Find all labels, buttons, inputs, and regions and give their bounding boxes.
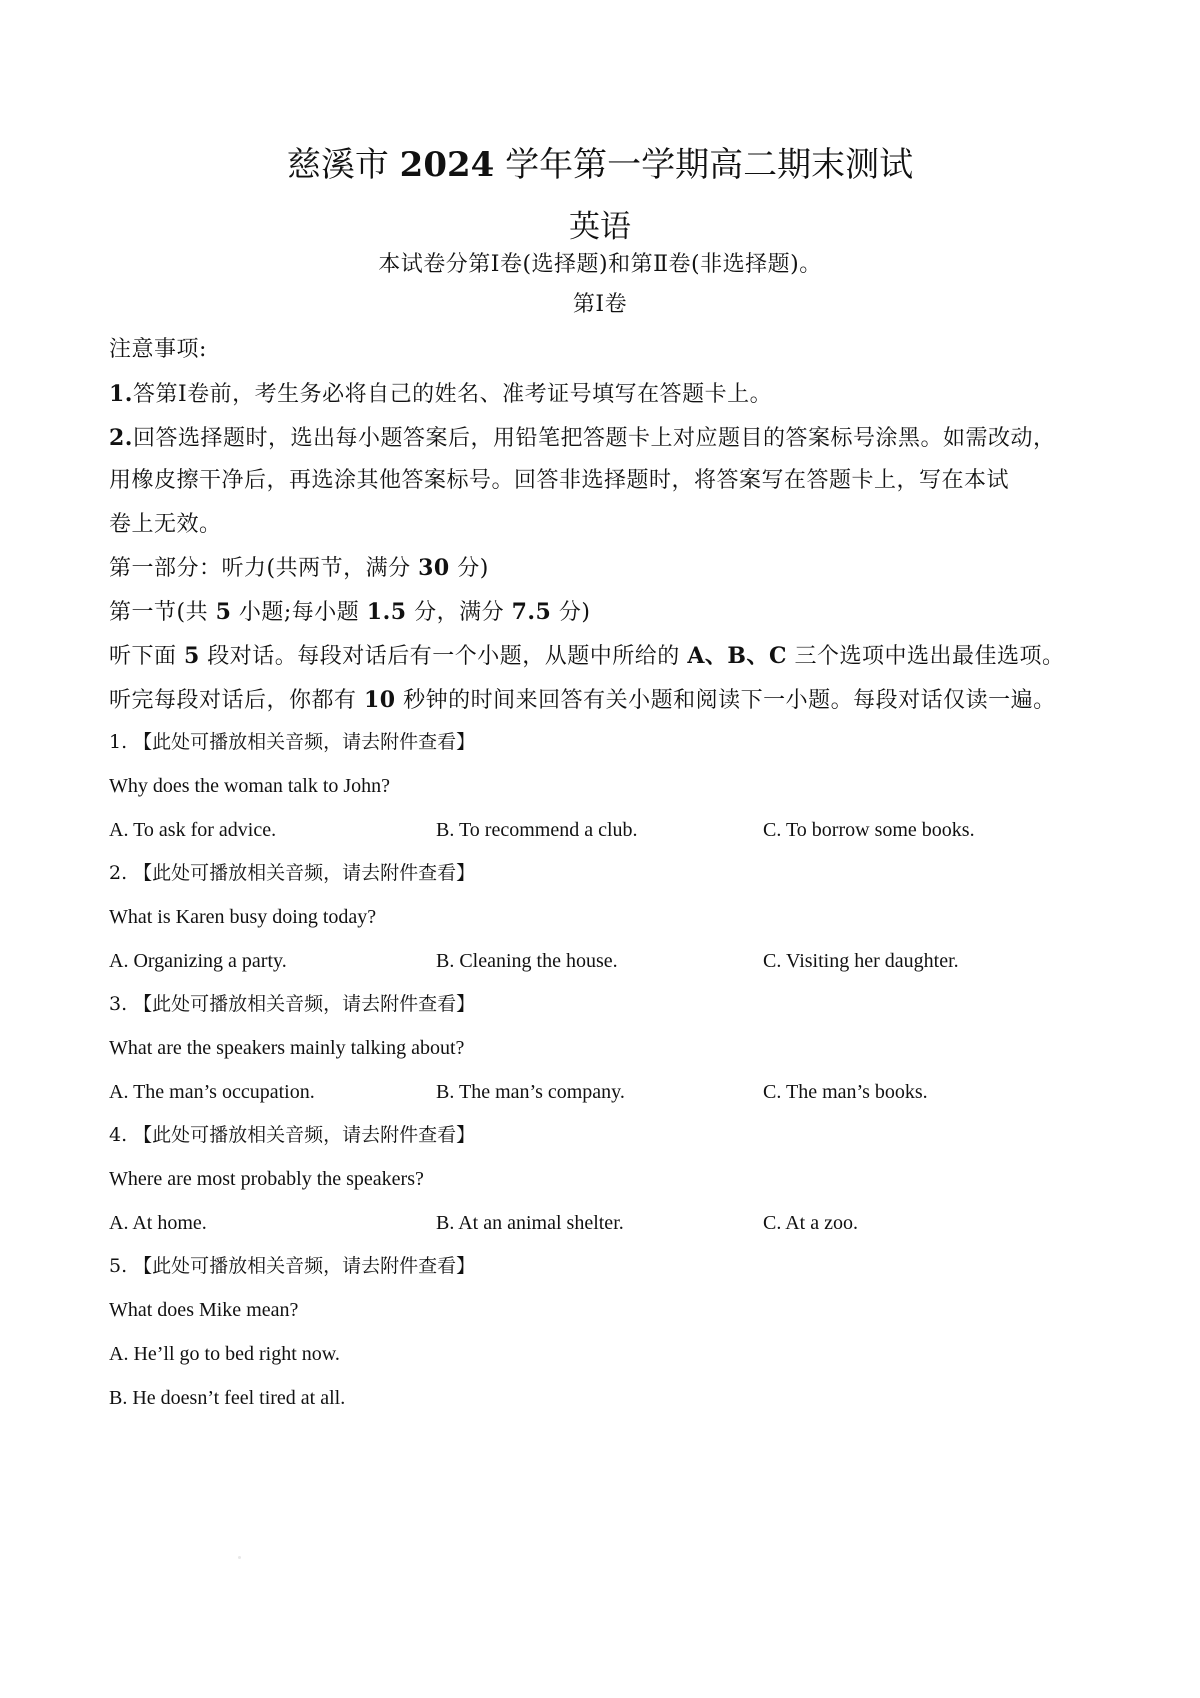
question-2-audio-link[interactable]: 2. 【此处可播放相关音频，请去附件查看】 xyxy=(109,862,476,884)
notice-item-1-text: 答第Ⅰ卷前，考生务必将自己的姓名、准考证号填写在答题卡上。 xyxy=(132,382,773,407)
instructions-text-3: 三个选项中选出最佳选项。 xyxy=(787,644,1065,669)
question-1-audio-link[interactable]: 1. 【此处可播放相关音频，请去附件查看】 xyxy=(109,731,476,753)
part-1-heading-end: 分) xyxy=(449,556,489,581)
section-1-each-score: 1.5 xyxy=(366,599,407,625)
instructions-text-5: 秒钟的时间来回答有关小题和阅读下一小题。每段对话仅读一遍。 xyxy=(395,688,1056,713)
notice-heading: 注意事项: xyxy=(109,337,207,362)
instructions-line-2 xyxy=(109,685,1056,716)
question-5-audio-link[interactable]: 5. 【此处可播放相关音频，请去附件查看】 xyxy=(109,1255,476,1277)
question-2-text: What is Karen busy doing today? xyxy=(109,906,377,928)
question-3-text: What are the speakers mainly talking about? xyxy=(109,1037,465,1059)
section-1-text-4: 分) xyxy=(551,600,591,625)
question-3-audio-link[interactable]: 3. 【此处可播放相关音频，请去附件查看】 xyxy=(109,993,476,1015)
question-1-option-a: A. To ask for advice. xyxy=(109,819,277,841)
question-1-option-c: C. To borrow some books. xyxy=(763,819,975,841)
question-5-option-b: B. He doesn’t feel tired at all. xyxy=(109,1387,346,1409)
question-1-text: Why does the woman talk to John? xyxy=(109,775,391,797)
section-1-text-2: 小题;每小题 xyxy=(231,600,367,625)
instructions-text-4: 听完每段对话后，你都有 xyxy=(109,688,364,713)
question-4-text: Where are most probably the speakers? xyxy=(109,1168,424,1190)
instructions-options: A、B、C xyxy=(687,643,787,669)
section-1-total-score: 7.5 xyxy=(511,599,552,625)
notice-item-2-number: 2. xyxy=(109,425,133,451)
notice-item-2-line-3: 卷上无效。 xyxy=(109,512,222,537)
scan-speck xyxy=(238,1556,241,1559)
exam-title xyxy=(0,145,1200,185)
part-1-heading-text: 第一部分：听力(共两节，满分 xyxy=(109,556,419,581)
exam-subject: 英语 xyxy=(569,209,631,245)
section-1-count: 5 xyxy=(215,599,232,625)
exam-intro: 本试卷分第Ⅰ卷(选择题)和第Ⅱ卷(非选择题)。 xyxy=(378,252,822,277)
title-suffix: 学年第一学期高二期末测试 xyxy=(505,145,914,185)
section-1-heading xyxy=(109,597,590,628)
part-1-heading xyxy=(109,553,489,584)
question-3-option-b: B. The man’s company. xyxy=(436,1081,625,1103)
title-prefix: 慈溪市 xyxy=(286,145,389,185)
notice-item-2-line-2: 用橡皮擦干净后，再选涂其他答案标号。回答非选择题时，将答案写在答题卡上，写在本试 xyxy=(109,468,1010,493)
question-1-option-b: B. To recommend a club. xyxy=(436,819,638,841)
notice-item-1-number: 1. xyxy=(109,381,133,407)
question-2-option-b: B. Cleaning the house. xyxy=(436,950,618,972)
instructions-line-1 xyxy=(109,641,1065,672)
section-1-text-3: 分，满分 xyxy=(406,600,512,625)
question-2-option-a: A. Organizing a party. xyxy=(109,950,287,972)
question-4-option-c: C. At a zoo. xyxy=(763,1212,858,1234)
question-5-text: What does Mike mean? xyxy=(109,1299,299,1321)
part-1-score: 30 xyxy=(418,555,450,581)
notice-item-1 xyxy=(109,379,772,410)
question-3-option-c: C. The man’s books. xyxy=(763,1081,928,1103)
question-4-audio-link[interactable]: 4. 【此处可播放相关音频，请去附件查看】 xyxy=(109,1124,476,1146)
section-1-text: 第一节(共 xyxy=(109,600,216,625)
instructions-dialog-count: 5 xyxy=(184,643,200,669)
volume-heading: 第Ⅰ卷 xyxy=(572,292,628,317)
question-5-option-a: A. He’ll go to bed right now. xyxy=(109,1343,340,1365)
question-4-option-b: B. At an animal shelter. xyxy=(436,1212,624,1234)
question-2-option-c: C. Visiting her daughter. xyxy=(763,950,959,972)
question-3-option-a: A. The man’s occupation. xyxy=(109,1081,315,1103)
instructions-text: 听下面 xyxy=(109,644,184,669)
notice-item-2-line-1: 回答选择题时，选出每小题答案后，用铅笔把答题卡上对应题目的答案标号涂黑。如需改动， xyxy=(132,426,1056,451)
instructions-text-2: 段对话。每段对话后有一个小题，从题中所给的 xyxy=(199,644,688,669)
notice-item-2 xyxy=(109,423,1055,454)
question-4-option-a: A. At home. xyxy=(109,1212,207,1234)
title-year: 2024 xyxy=(399,145,495,185)
instructions-seconds: 10 xyxy=(364,687,396,713)
